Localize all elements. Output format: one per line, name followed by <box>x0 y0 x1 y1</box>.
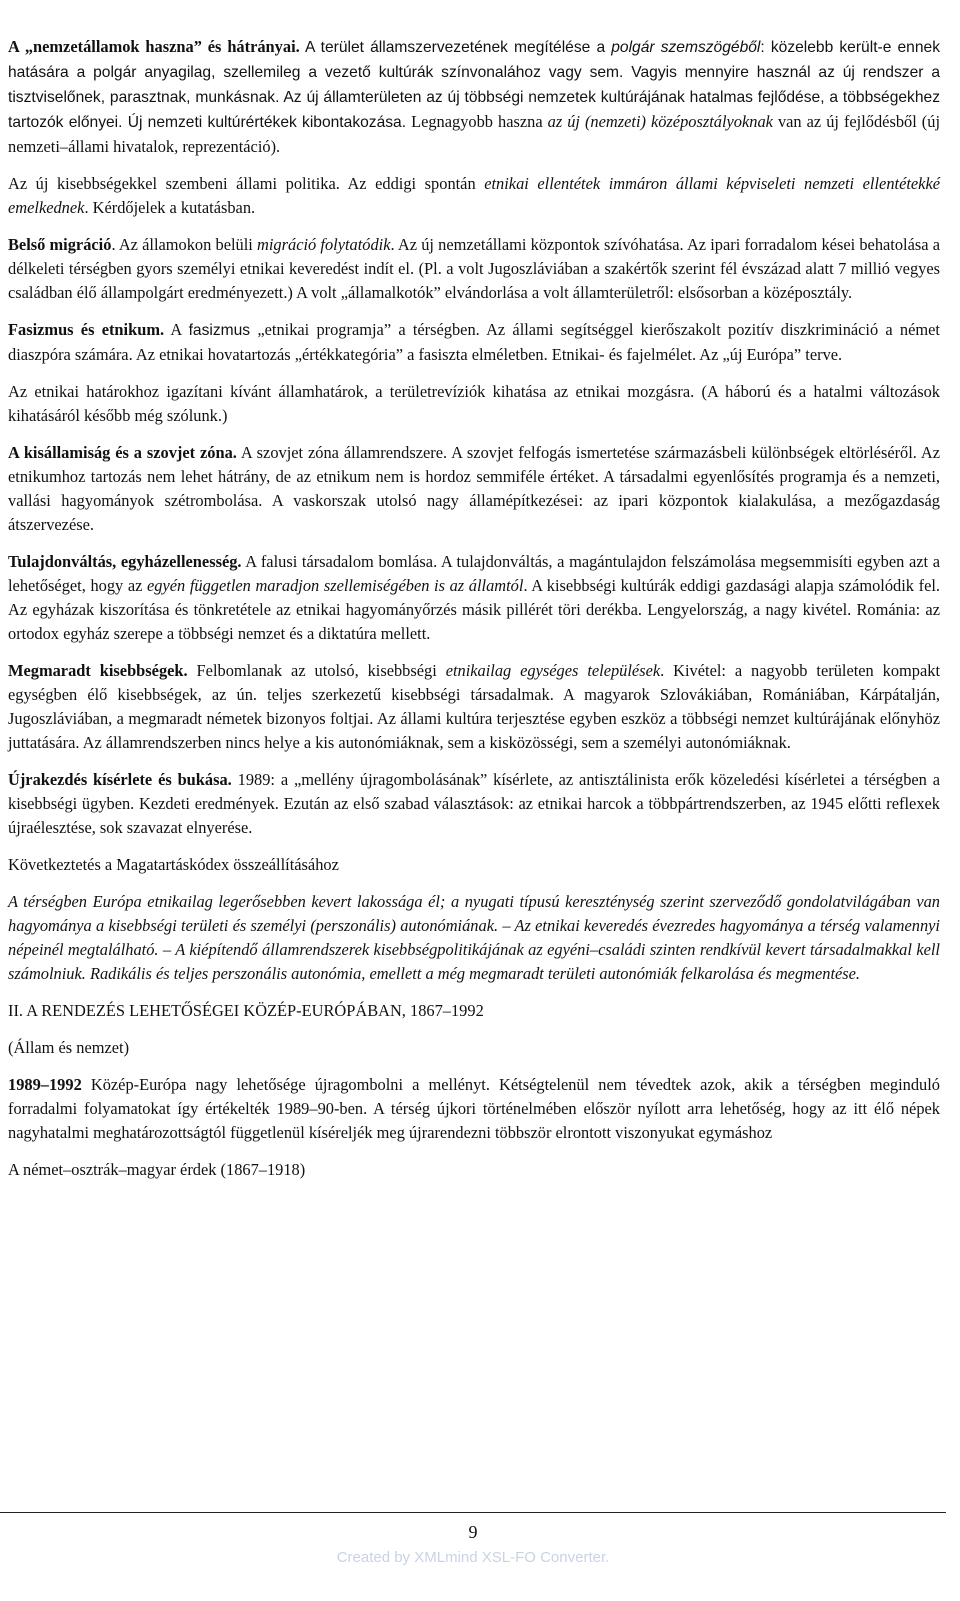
paragraph-ujrakezdes <box>8 768 940 840</box>
paragraph-text: . Kivétel: a nagyobb területen kompakt egységben élő kisebbségek, az ún. teljes szerkezetű kisebbségi társadalmak. A magyarok Szlovákiában, Romániában, Kárpátalján, Jugoszláviában, a megmaradt németek bizonyos foltjai. Az állami kultúra terjesztése egyben eszköz a többségi nemzet kultúrájának előnyhöz juttatására. Az államrendszerben nincs helye a kis autonómiáknak, sem a kisközösségi, sem a személyi autonómiáknak. <box>8 661 941 752</box>
paragraph-kovetkeztetes-italic <box>8 890 940 986</box>
paragraph-belso-migracio <box>8 233 940 305</box>
paragraph-text: . Kérdőjelek a kutatásban. <box>84 198 256 217</box>
paragraph-text: : közelebb került-e ennek hatására a polgár anyagilag, szellemileg a vezető kultúrák színvonalához vagy sem. Vagyis mennyire használ az új rendszer a tisztviselőnek, parasztnak, munkásnak. Az új államterületen az új többségi nemzetek kultúrájának hatalmas fejlődése, a többségekhez tartozók előnyei. Új nemzeti kultúrértékek kibontakozása. <box>8 39 940 131</box>
emphasis-text: migráció folytatódik <box>257 235 391 254</box>
section-heading-rendezes <box>8 999 940 1023</box>
paragraph-text: Felbomlanak az utolsó, kisebbségi <box>187 661 446 680</box>
paragraph-text: Az új kisebbségekkel szembeni állami politika. Az eddigi spontán <box>8 174 485 193</box>
paragraph-heading: Újrakezdés kísérlete és bukása. <box>8 770 232 789</box>
paragraph-megmaradt-kisebbsegek <box>8 659 940 755</box>
paragraph-heading: Belső migráció <box>8 235 112 254</box>
paragraph-heading: A kisállamiság és a szovjet zóna. <box>8 443 237 462</box>
paragraph-text: . Az államokon belüli <box>111 235 258 254</box>
section-subtitle: (Állam és nemzet) <box>8 1038 130 1057</box>
document-body <box>8 35 940 1195</box>
paragraph-text: 1989: a „mellény újragombolásának” kísérlete, az antisztálinista erők közeledési kísérletei a térségben a kisebbségi ügyben. Kezdeti eredmények. Ezután az első szabad választások: az etnikai harcok a többpártrendszerben, az 1945 előtti reflexek újraélesztése, sok szavazat elnyerése. <box>8 770 940 837</box>
paragraph-text: . A kisebbségi kultúrák eddigi gazdasági alapja számolódik fel. Az egyházak kiszorítása és tönkretétele az etnikai hagyományőrzés másik pillérét töri derékba. Lengyelország, a nagy kivétel. Románia: az ortodox egyház szerepe a többségi nemzet és a diktatúra mellett. <box>8 576 941 643</box>
paragraph-tulajdonvaltas <box>8 550 940 646</box>
section-title: II. A RENDEZÉS LEHETŐSÉGEI KÖZÉP-EURÓPÁBAN, 1867–1992 <box>8 1001 484 1020</box>
paragraph-heading: Tulajdonváltás, egyházellenesség. <box>8 552 242 571</box>
emphasis-text: etnikailag egységes települések <box>445 661 661 680</box>
paragraph-text: . Az új nemzetállami központok szívóhatása. Az ipari forradalom kései behatolása a délkeleti térségben gyors személyi etnikai keveredést indít el. (Pl. a volt Jugoszláviában a szakértők szerint fél évszázad alatt 7 millió vegyes családban élő állampolgárt eredményezett.) A volt „államalkotók” elvándorlása a volt államterületről: elsősorban a középosztály. <box>8 235 940 302</box>
paragraph-text: A terület államszervezetének megítélése a <box>299 39 612 56</box>
emphasis-text: A térségben Európa etnikailag legerősebben kevert lakossága él; a nyugati típusú kereszténység szerint szerveződő gondolatvilágában van hagyománya a kisebbségi területi és személyi (perszonális) autonómiának. – Az etnikai keveredés évezredes hagyománya a térség valamennyi népeinél megtalálható. – A kiépítendő államrendszerek kisebbségpolitikájának az egyéni–családi szinten rendkívül kevert társadalmakkal kell számolniuk. Radikális és teljes perszonális autonómia, emellett a még megmaradt területi autonómiák felkarolása és megmentése. <box>8 892 940 983</box>
emphasis-text: az új (nemzeti) középosztályoknak <box>547 112 773 131</box>
paragraph-text: Következtetés a Magatartáskódex összeállításához <box>8 855 339 874</box>
paragraph-heading: 1989–1992 <box>8 1075 82 1094</box>
paragraph-text: A falusi társadalom bomlása. A tulajdonváltás, a magántulajdon felszámolása megsemmisíti egyben azt a lehetőséget, hogy az <box>8 552 940 595</box>
paragraph-1989-1992 <box>8 1073 940 1145</box>
paragraph-heading: Fasizmus és etnikum. <box>8 320 165 339</box>
emphasis-text: etnikai ellentétek immáron állami képviseleti nemzeti ellentétekké emelkednek <box>8 174 940 217</box>
paragraph-nemzetallamok-haszna <box>8 35 940 159</box>
paragraph-kisebbsegi-politika <box>8 172 940 220</box>
converter-watermark: Created by XMLmind XSL-FO Converter. <box>336 1549 610 1566</box>
paragraph-nemet-osztrak-magyar <box>8 1158 940 1182</box>
paragraph-kovetkeztetes-heading <box>8 853 940 877</box>
paragraph-text: A szovjet zóna államrendszere. A szovjet felfogás ismertetése származásbeli különbségek eltörléséről. Az etnikumhoz tartozás nem lehet hátrány, de az etnikum nem is hordoz semmiféle értéket. A társadalmi egyenlősítés programja és a nemzeti, vallási hagyományok szétrombolása. A vaskorszak utolsó nagy államépítkezései: az ipari központok kialakulása, a mezőgazdaság átszervezése. <box>8 443 940 534</box>
footer-divider <box>0 1512 946 1513</box>
section-subheading-allam-es-nemzet <box>8 1036 940 1060</box>
paragraph-text: A <box>164 320 189 339</box>
paragraph-heading: A „nemzetállamok haszna” és hátrányai. <box>8 37 300 56</box>
paragraph-text: A német–osztrák–magyar érdek (1867–1918) <box>8 1160 306 1179</box>
paragraph-text: Közép-Európa nagy lehetősége újragombolni a mellényt. Kétségtelenül nem tévedtek azok, akik a térségben meginduló forradalmi folyamatokat így értékelték 1989–90-ben. A térség újkori történelmében először nyílott arra lehetőség, hogy az itt élő népek nagyhatalmi meghatározottságtól függetlenül kíséreljék meg újrarendezni többször elrontott viszonyukat egymáshoz <box>8 1075 940 1142</box>
paragraph-kisallamisag <box>8 441 940 537</box>
paragraph-etnikai-hatarok <box>8 380 940 428</box>
emphasis-text: egyén független maradjon szellemiségében is az államtól <box>147 576 524 595</box>
paragraph-text: fasizmus <box>188 322 251 339</box>
page-number: 9 <box>468 1522 478 1542</box>
paragraph-fasizmus-es-etnikum <box>8 318 940 367</box>
paragraph-text: „etnikai programja” a térségben. Az állami segítséggel kierőszakolt pozitív diszkrimináció a német diaszpóra számára. Az etnikai hovatartozás „értékkategória” a fasiszta elméletben. Etnikai- és fajelmélet. Az „új Európa” terve. <box>8 320 940 364</box>
paragraph-heading: Megmaradt kisebbségek. <box>8 661 188 680</box>
paragraph-text: van az új fejlődésből (új nemzeti–állami hivatalok, reprezentáció). <box>8 112 940 156</box>
paragraph-text: Az etnikai határokhoz igazítani kívánt államhatárok, a területrevíziók kihatása az etnikai mozgásra. (A háború és a hatalmi változások kihatásáról később még szólunk.) <box>8 382 940 425</box>
emphasis-text: polgár szemszögéből <box>611 39 761 56</box>
paragraph-text: Legnagyobb haszna <box>406 112 548 131</box>
